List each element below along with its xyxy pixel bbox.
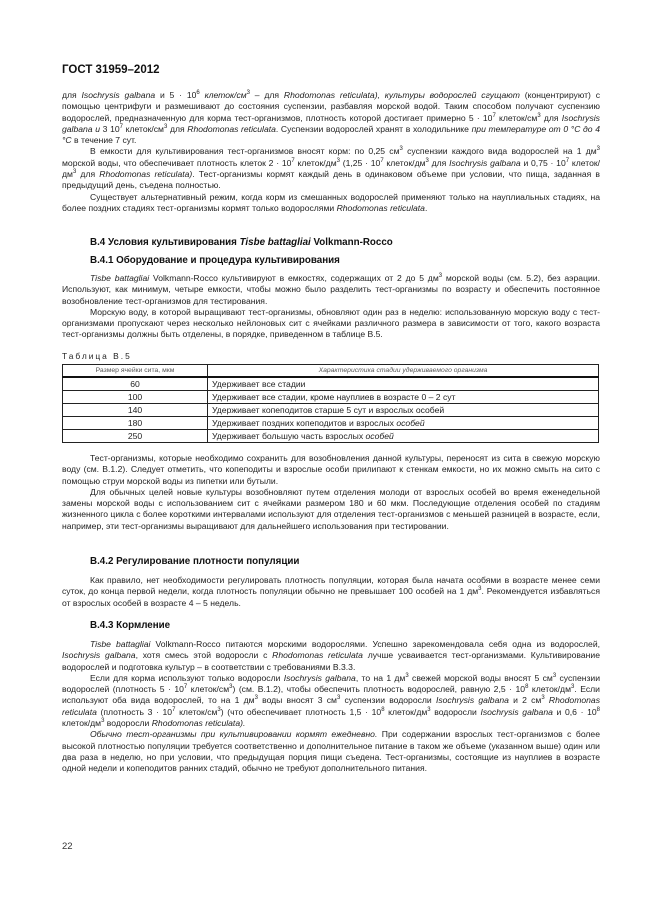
- paragraph: Как правило, нет необходимости регулировать плотность популяции, которая была начата особями в возрасте менее семи суток, до конца первой недели, когда плотность популяции обычно не превышает 100 особей на 1 $дм^3$. Рекомендуется избавляться от взрослых особей в возрасте 4 – 5 недель.: [62, 575, 600, 608]
- sieve-size-cell: 100: [63, 391, 208, 404]
- paragraph: Tisbe battagliai Volkmann-Rocco культивируют в емкостях, содержащих от 2 до 5 $дм^3$ морской воды (см. 5.2), без аэрации. Используют, как минимум, четыре емкости, чтобы можно было разделить тест-организмы по возрасту и обеспечить постоянное возобновление тест-организмов для тестирования.: [62, 273, 600, 306]
- intro-block: [62, 90, 600, 214]
- section-heading-b41: В.4.1 Оборудование и процедура культивирования: [90, 255, 340, 266]
- paragraph: Если для корма используют только водоросли Isochrysis galbana, то на 1 $дм^3$ свежей морской воды вносят 5 $см^3$ суспензии водорослей (плотность $5 \cdot 10^7$ клеток/$см^3$) (см. В.1.2), чтобы обеспечить плотность водорослей, равную $2,5 \cdot 10^8$ клеток/$дм^3$. Если используют оба вида водорослей, то на 1 $дм^3$ воды вносят 3 $см^3$ суспензии водоросли Isochrysis galbana и 2 $см^3$ Rhodomonas reticulata (плотность $3 \cdot 10^7$ клеток/$см^3$) (что обеспечивает плотность $1,5 \cdot 10^8$ клеток/$дм^3$ водоросли Isochrysis galbana и $0,6 \cdot 10^8$ клеток/$дм^3$ водоросли Rhodomonas reticulata).: [62, 672, 601, 729]
- table-row: [63, 377, 599, 391]
- sieve-size-cell: 60: [63, 377, 208, 391]
- table-header-row: [63, 365, 599, 378]
- section-b43-body: [62, 639, 600, 775]
- stage-cell: Удерживает большую часть взрослых особей: [208, 430, 599, 443]
- paragraph: Морскую воду, в которой выращивают тест-организмы, обновляют один раз в неделю: использованную морскую воду с тест-организмами пропускают через несколько нейлоновых сит с ячейками различного размера в зависимости от того, какого возраста тест-организмы должны быть отделены, в порядке, приведенном в таблице В.5.: [62, 306, 600, 340]
- stage-cell: Удерживает поздних копеподитов и взрослых особей: [208, 417, 599, 430]
- sieve-size-cell: 250: [63, 430, 208, 443]
- paragraph: Tisbe battagliai Volkmann-Rocco питаются морскими водорослями. Успешно зарекомендовала себя одна из водорослей, Isochrysis galbana, хотя смесь этой водоросли с Rhodomonas reticulata лучше усваивается тест-организмами. Культивирование водорослей и подготовка культур – в соответствии с требованиями В.3.3.: [62, 639, 601, 672]
- section-heading-b43: В.4.3 Кормление: [90, 620, 171, 631]
- table-row: [63, 430, 599, 443]
- column-header: Размер ячейки сита, мкм: [63, 365, 208, 378]
- paragraph: Для обычных целей новые культуры возобновляют путем отделения молоди от взрослых особей во время еженедельной замены морской воды с использованием сит с ячейками размером 180 и 60 мкм. Последующие отделения особей по стадиям жизненного цикла с более короткими интервалами используют для отделения тест-организмов с меньшей разницей в возрасте, если, например, эти тест-организмы выращивают для дальнейшего использования при тестировании.: [62, 486, 600, 531]
- paragraph: Существует альтернативный режим, когда корм из смешанных водорослей применяют только на науплиальных стадиях, на более поздних стадиях тест-организмы кормят только водорослями Rhodomonas reticulata.: [62, 191, 600, 213]
- table-row: [63, 391, 599, 404]
- after-table-body: [62, 453, 600, 532]
- sieve-size-cell: 140: [63, 404, 208, 417]
- paragraph: Обычно тест-организмы при культивировании кормят ежедневно. При содержании взрослых тест-организмов с более высокой плотностью популяции требуется соответственно и дополнительное питание в таком же объеме (указанном выше) один или два раза в неделю, но при условии, что предыдущая порция пищи съедена. Тест-организмы, состоящие из науплиев в возрасте одной недели и копеподитов ранних стадий, обычно не требуют дополнительного питания.: [62, 729, 600, 774]
- standard-header: ГОСТ 31959–2012: [62, 64, 160, 76]
- stage-cell: Удерживает все стадии, кроме науплиев в возрасте 0 – 2 сут: [208, 391, 599, 404]
- paragraph: Тест-организмы, которые необходимо сохранить для возобновления данной культуры, переносят из сита в свежую морскую воду (см. В.1.2). Следует отметить, что копеподиты и взрослые особи прилипают к стенкам емкости, но их можно смыть на сито с помощью струи морской воды из пипетки или бутыли.: [62, 453, 600, 486]
- stage-cell: Удерживает копеподитов старше 5 сут и взрослых особей: [208, 404, 599, 417]
- table-row: [63, 404, 599, 417]
- paragraph: для Isochrysis galbana и $5 \cdot 10^6$ клеток/$см^3$ – для Rhodomonas reticulata), культуры водорослей сгущают (концентрируют) с помощью центрифуги и размешивают до состояния суспензии, разбавляя морской водой. Таким способом получают суспензию водорослей, предназначенную для корма тест-организмов, плотность которой достигает примерно $5 \cdot 10^7$ клеток/$см^3$ для Isochrysis galbana u 3 $10^7$ клеток/$см^3$ для Rhodomonas reticulata. Суспензии водорослей хранят в холодильнике при температуре от 0 °С до 4 °С в течение 7 сут.: [62, 90, 600, 146]
- section-b42-body: [62, 575, 600, 609]
- page-number: 22: [62, 841, 73, 852]
- sieve-size-cell: 180: [63, 417, 208, 430]
- paragraph: В емкости для культивирования тест-организмов вносят корм: по 0,25 $см^3$ суспензии каждого вида водорослей на 1 $дм^3$ морской воды, что обеспечивает плотность клеток $2 \cdot 10^7$ клеток/$дм^3$ ($1,25 \cdot 10^7$ клеток/$дм^3$ для Isochrysis galbana и $0,75 \cdot 10^7$ клеток/$дм^3$ для Rhodomonas reticulata). Тест-организмы кормят каждый день в одинаковом объеме при условии, что пища, заданная в предыдущий день, съедена полностью.: [62, 146, 601, 191]
- sieve-table: [62, 364, 599, 443]
- section-heading-b42: В.4.2 Регулирование плотности популяции: [90, 556, 300, 567]
- column-header: Характеристика стадии удерживаемого организма: [208, 365, 599, 378]
- table-row: [63, 417, 599, 430]
- table-caption: Таблица В.5: [62, 351, 132, 361]
- section-b41-body: [62, 273, 600, 341]
- section-heading-b4: В.4 Условия культивирования Tisbe battagliai Volkmann-Rocco: [90, 237, 393, 248]
- stage-cell: Удерживает все стадии: [208, 377, 599, 391]
